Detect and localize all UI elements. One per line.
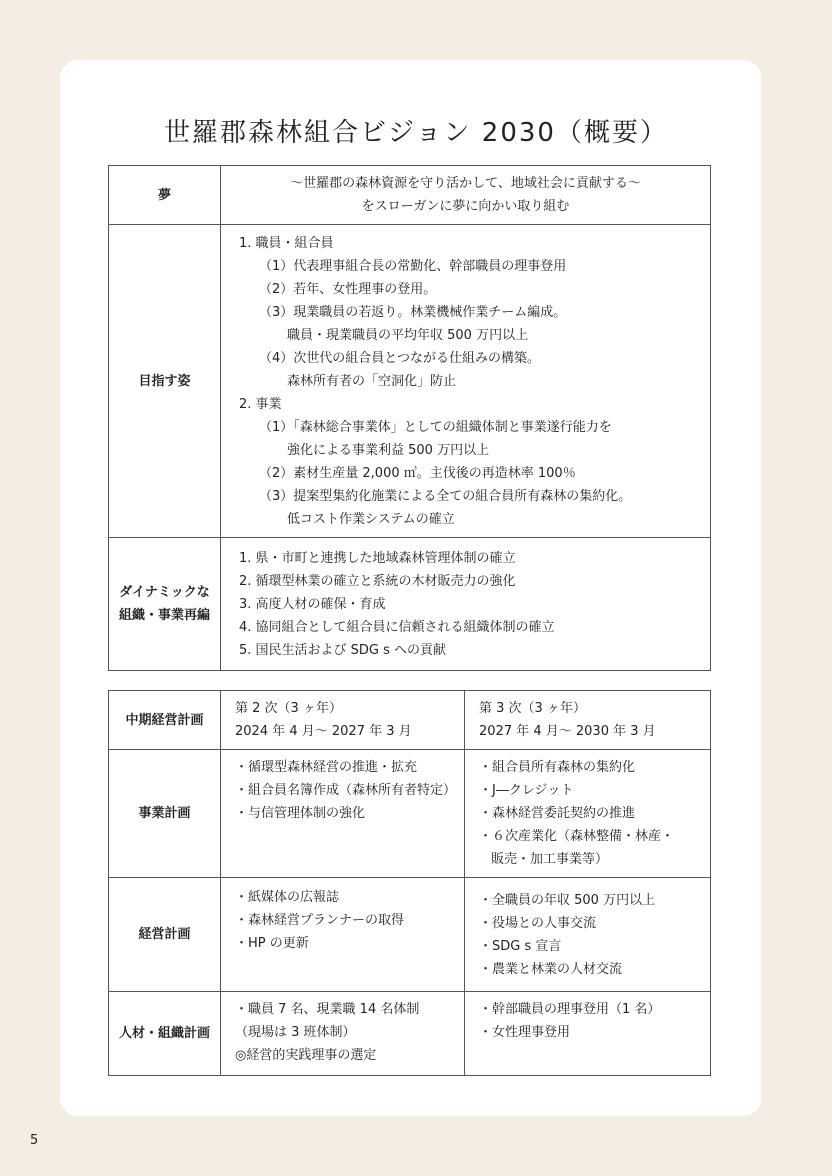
management-phase3: [465, 878, 711, 992]
hr-item: ・職員 7 名、現業職 14 名体制: [235, 1002, 420, 1017]
management-label: 経営計画: [109, 878, 221, 992]
business-item: ・与信管理体制の強化: [235, 806, 366, 821]
plan-table: [108, 690, 711, 1076]
dynamic-item: 5. 国民生活および SDG s への貢献: [239, 642, 447, 658]
business-item: ・組合員所有森林の集約化: [479, 760, 636, 775]
business-row: [109, 750, 711, 878]
hr-label: 人材・組織計画: [109, 992, 221, 1076]
hr-item-cont: （現場は 3 班体制）: [235, 1025, 356, 1040]
business-item: ・組合員名簿作成（森林所有者特定）: [235, 783, 457, 798]
business-phase3: [465, 750, 711, 878]
dream-line: 〜世羅郡の森林資源を守り活かして、地域社会に貢献する〜: [290, 176, 641, 191]
dream-row: [109, 166, 711, 225]
aim-item: （2）素材生産量 2,000 ㎥。主伐後の再造林率 100％: [259, 465, 576, 481]
dynamic-item: 2. 循環型林業の確立と系統の木材販売力の強化: [239, 573, 516, 589]
aim-label: 目指す姿: [109, 225, 221, 538]
business-phase2: [221, 750, 465, 878]
management-item: ・HP の更新: [235, 936, 309, 951]
dream-label: 夢: [109, 166, 221, 225]
aim-item: （4）次世代の組合員とつながる仕組みの構築。: [259, 350, 541, 366]
management-item: ・SDG s 宣言: [479, 938, 562, 954]
management-item: ・森林経営プランナーの取得: [235, 913, 405, 928]
plan-header-label: 中期経営計画: [109, 691, 221, 750]
hr-item: ・女性理事登用: [479, 1025, 571, 1040]
phase2-title: 第 2 次（3 ヶ年）: [235, 701, 342, 716]
plan-col2-header: [221, 691, 465, 750]
business-item: ・６次産業化（森林整備・林産・: [479, 829, 675, 844]
dynamic-row: [109, 538, 711, 671]
hr-phase2: [221, 992, 465, 1076]
business-item: ・循環型森林経営の推進・拡充: [235, 760, 418, 775]
dynamic-label-line: 組織・事業再編: [118, 608, 210, 623]
management-item: ・紙媒体の広報誌: [235, 890, 340, 905]
aim-item: （2）若年、女性理事の登用。: [259, 281, 437, 297]
business-item: ・J―クレジット: [479, 783, 574, 798]
aim-item: （1）代表理事組合長の常勤化、幹部職員の理事登用: [259, 258, 567, 274]
dynamic-label: [109, 538, 221, 671]
management-item: ・全職員の年収 500 万円以上: [479, 892, 656, 908]
aim-item: （3）現業職員の若返り。林業機械作業チーム編成。: [259, 304, 567, 320]
dream-content: [221, 166, 711, 225]
plan-header-row: [109, 691, 711, 750]
page-title: 世羅郡森林組合ビジョン 2030（概要）: [164, 118, 668, 148]
dynamic-item: 3. 高度人材の確保・育成: [239, 596, 386, 612]
dynamic-item: 1. 県・市町と連携した地域森林管理体制の確立: [239, 550, 516, 566]
management-row: [109, 878, 711, 992]
dynamic-item: 4. 協同組合として組合員に信頼される組織体制の確立: [239, 619, 555, 635]
hr-item: ◎経営的実践理事の選定: [235, 1048, 377, 1063]
business-item-cont: 販売・加工事業等）: [491, 852, 609, 867]
aim-item-cont: 職員・現業職員の平均年収 500 万円以上: [287, 327, 529, 343]
hr-item: ・幹部職員の理事登用（1 名）: [479, 1002, 661, 1017]
aim-item-cont: 強化による事業利益 500 万円以上: [287, 442, 490, 458]
aim-heading-business: 2. 事業: [239, 396, 282, 412]
dynamic-content: [221, 538, 711, 671]
phase2-period: 2024 年 4 月〜 2027 年 3 月: [235, 724, 412, 739]
aim-row: [109, 225, 711, 538]
phase3-period: 2027 年 4 月〜 2030 年 3 月: [479, 724, 656, 739]
business-item: ・森林経営委託契約の推進: [479, 806, 636, 821]
management-item: ・役場との人事交流: [479, 915, 597, 931]
dream-line: をスローガンに夢に向かい取り組む: [361, 199, 570, 214]
page-number: 5: [30, 1133, 39, 1148]
hr-phase3: [465, 992, 711, 1076]
aim-heading-staff: 1. 職員・組合員: [239, 235, 334, 251]
phase3-title: 第 3 次（3 ヶ年）: [479, 701, 586, 716]
business-label: 事業計画: [109, 750, 221, 878]
vision-table: [108, 165, 711, 671]
aim-item-cont: 森林所有者の「空洞化」防止: [287, 373, 457, 389]
management-phase2: [221, 878, 465, 992]
management-item: ・農業と林業の人材交流: [479, 961, 623, 977]
aim-content: [221, 225, 711, 538]
aim-item: （3）提案型集約化施業による全ての組合員所有森林の集約化。: [259, 488, 632, 504]
dynamic-label-line: ダイナミックな: [119, 585, 210, 600]
hr-row: [109, 992, 711, 1076]
aim-item-cont: 低コスト作業システムの確立: [287, 511, 455, 527]
plan-col3-header: [465, 691, 711, 750]
aim-item: （1）「森林総合事業体」としての組織体制と事業遂行能力を: [259, 419, 612, 435]
